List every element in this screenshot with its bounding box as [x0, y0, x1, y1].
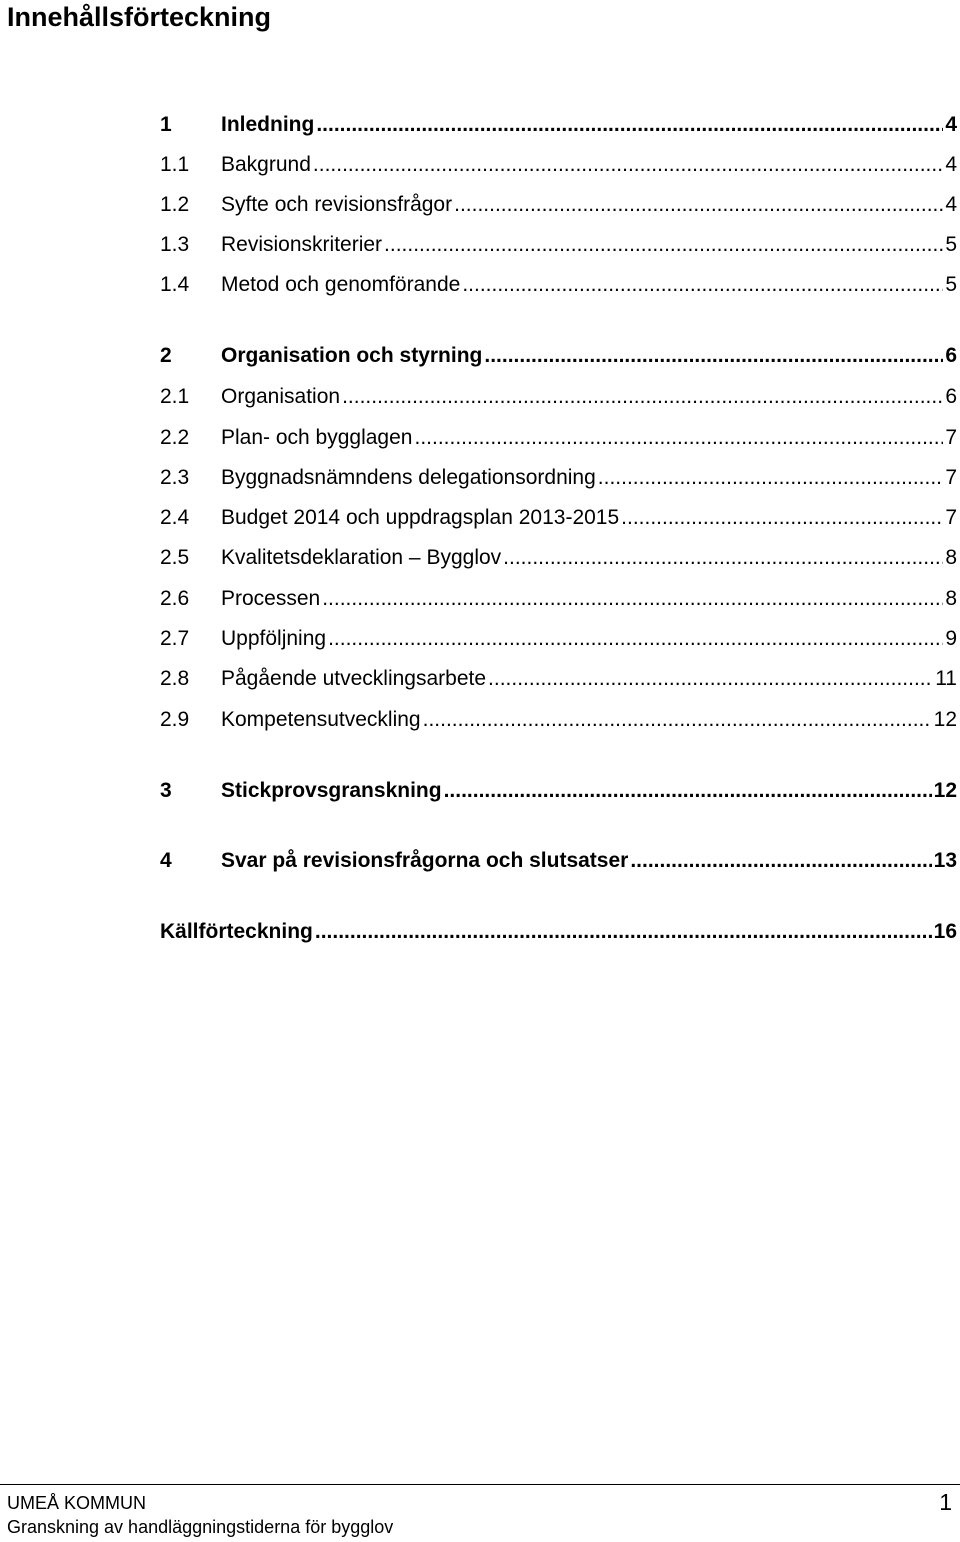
- toc-entry-number: 1.2: [160, 193, 190, 216]
- toc-entry-page: 7: [945, 426, 957, 449]
- footer-page-number: 1: [939, 1489, 952, 1515]
- footer-divider: [0, 1484, 960, 1485]
- toc-entry-number: 2.2: [160, 426, 190, 449]
- toc-entry-page: 5: [945, 273, 957, 296]
- toc-entry-page: 16: [933, 920, 957, 943]
- toc-entry-page: 4: [945, 193, 957, 216]
- toc-entry-title: Kvalitetsdeklaration – Bygglov: [221, 546, 502, 569]
- toc-entry-number: 1: [160, 113, 172, 136]
- toc-leader: [316, 110, 943, 140]
- toc-leader: [462, 270, 943, 300]
- toc-entry-page: 5: [945, 233, 957, 256]
- toc-leader: [484, 341, 943, 371]
- toc-entry-2-1[interactable]: [160, 382, 957, 412]
- toc-entry-page: 11: [935, 667, 957, 690]
- toc-entry-title: Budget 2014 och uppdragsplan 2013-2015: [221, 506, 620, 529]
- toc-entry-page: 12: [933, 708, 957, 731]
- toc-entry-page: 4: [945, 153, 957, 176]
- toc-entry-page: 13: [933, 849, 957, 872]
- toc-entry-page: 4: [945, 113, 957, 136]
- toc-entry-2-9[interactable]: [160, 705, 957, 735]
- toc-entry-2-4[interactable]: [160, 503, 957, 533]
- toc-entry-1-1[interactable]: [160, 150, 957, 180]
- toc-leader: [630, 846, 931, 876]
- toc-entry-kallforteckning[interactable]: [160, 917, 957, 947]
- toc-entry-number: 2.9: [160, 708, 190, 731]
- toc-leader: [444, 776, 932, 806]
- toc-entry-2-3[interactable]: [160, 463, 957, 493]
- toc-entry-2-8[interactable]: [160, 664, 957, 694]
- toc-entry-title: Kompetensutveckling: [221, 708, 421, 731]
- toc-entry-3[interactable]: [160, 776, 957, 806]
- toc-leader: [315, 917, 932, 947]
- toc-entry-number: 1.4: [160, 273, 190, 296]
- toc-entry-number: 3: [160, 779, 172, 802]
- toc-leader: [414, 423, 943, 453]
- toc-entry-2-2[interactable]: [160, 423, 957, 453]
- toc-entry-number: 2.7: [160, 627, 190, 650]
- toc-entry-1[interactable]: [160, 110, 957, 140]
- toc-entry-number: 2.8: [160, 667, 190, 690]
- toc-entry-1-4[interactable]: [160, 270, 957, 300]
- toc-entry-title: Processen: [221, 587, 321, 610]
- toc-entry-page: 7: [945, 506, 957, 529]
- toc-entry-page: 6: [945, 344, 957, 367]
- toc-entry-title: Metod och genomförande: [221, 273, 461, 296]
- toc-entry-title: Källförteckning: [160, 920, 313, 943]
- toc-leader: [423, 705, 932, 735]
- toc-entry-number: 2: [160, 344, 172, 367]
- toc-entry-page: 12: [933, 779, 957, 802]
- toc-leader: [503, 543, 943, 573]
- toc-entry-4[interactable]: [160, 846, 957, 876]
- toc-leader: [384, 230, 943, 260]
- toc-entry-number: 1.3: [160, 233, 190, 256]
- toc-entry-title: Bakgrund: [221, 153, 311, 176]
- toc-entry-page: 8: [945, 546, 957, 569]
- toc-leader: [322, 584, 943, 614]
- toc-entry-title: Svar på revisionsfrågorna och slutsatser: [221, 849, 629, 872]
- toc-leader: [598, 463, 944, 493]
- toc-entry-page: 9: [945, 627, 957, 650]
- toc-entry-number: 1.1: [160, 153, 190, 176]
- toc-entry-1-2[interactable]: [160, 190, 957, 220]
- toc-leader: [488, 664, 933, 694]
- toc-leader: [342, 382, 943, 412]
- toc-entry-number: 2.4: [160, 506, 190, 529]
- toc-entry-page: 6: [945, 385, 957, 408]
- toc-entry-2-6[interactable]: [160, 584, 957, 614]
- toc-entry-title: Organisation och styrning: [221, 344, 483, 367]
- toc-entry-2-7[interactable]: [160, 624, 957, 654]
- page-title: Innehållsförteckning: [7, 2, 272, 32]
- footer-organization: UMEÅ KOMMUN: [7, 1493, 146, 1513]
- toc-leader: [621, 503, 943, 533]
- toc-entry-number: 2.6: [160, 587, 190, 610]
- toc-entry-1-3[interactable]: [160, 230, 957, 260]
- toc-entry-number: 2.1: [160, 385, 190, 408]
- toc-entry-title: Byggnadsnämndens delegationsordning: [221, 466, 596, 489]
- toc-entry-title: Organisation: [221, 385, 341, 408]
- toc-entry-title: Uppföljning: [221, 627, 327, 650]
- toc-entry-title: Syfte och revisionsfrågor: [221, 193, 453, 216]
- toc-leader: [454, 190, 943, 220]
- toc-leader: [313, 150, 943, 180]
- toc-entry-number: 2.5: [160, 546, 190, 569]
- toc-entry-page: 7: [945, 466, 957, 489]
- toc-leader: [328, 624, 943, 654]
- toc-entry-2[interactable]: [160, 341, 957, 371]
- toc-entry-number: 2.3: [160, 466, 190, 489]
- toc-entry-title: Plan- och bygglagen: [221, 426, 413, 449]
- toc-entry-title: Pågående utvecklingsarbete: [221, 667, 487, 690]
- toc-entry-title: Stickprovsgranskning: [221, 779, 442, 802]
- toc-entry-title: Inledning: [221, 113, 315, 136]
- toc-entry-2-5[interactable]: [160, 543, 957, 573]
- footer-document-title: Granskning av handläggningstiderna för bygglov: [7, 1517, 394, 1537]
- toc-entry-page: 8: [945, 587, 957, 610]
- toc-entry-number: 4: [160, 849, 172, 872]
- toc-entry-title: Revisionskriterier: [221, 233, 383, 256]
